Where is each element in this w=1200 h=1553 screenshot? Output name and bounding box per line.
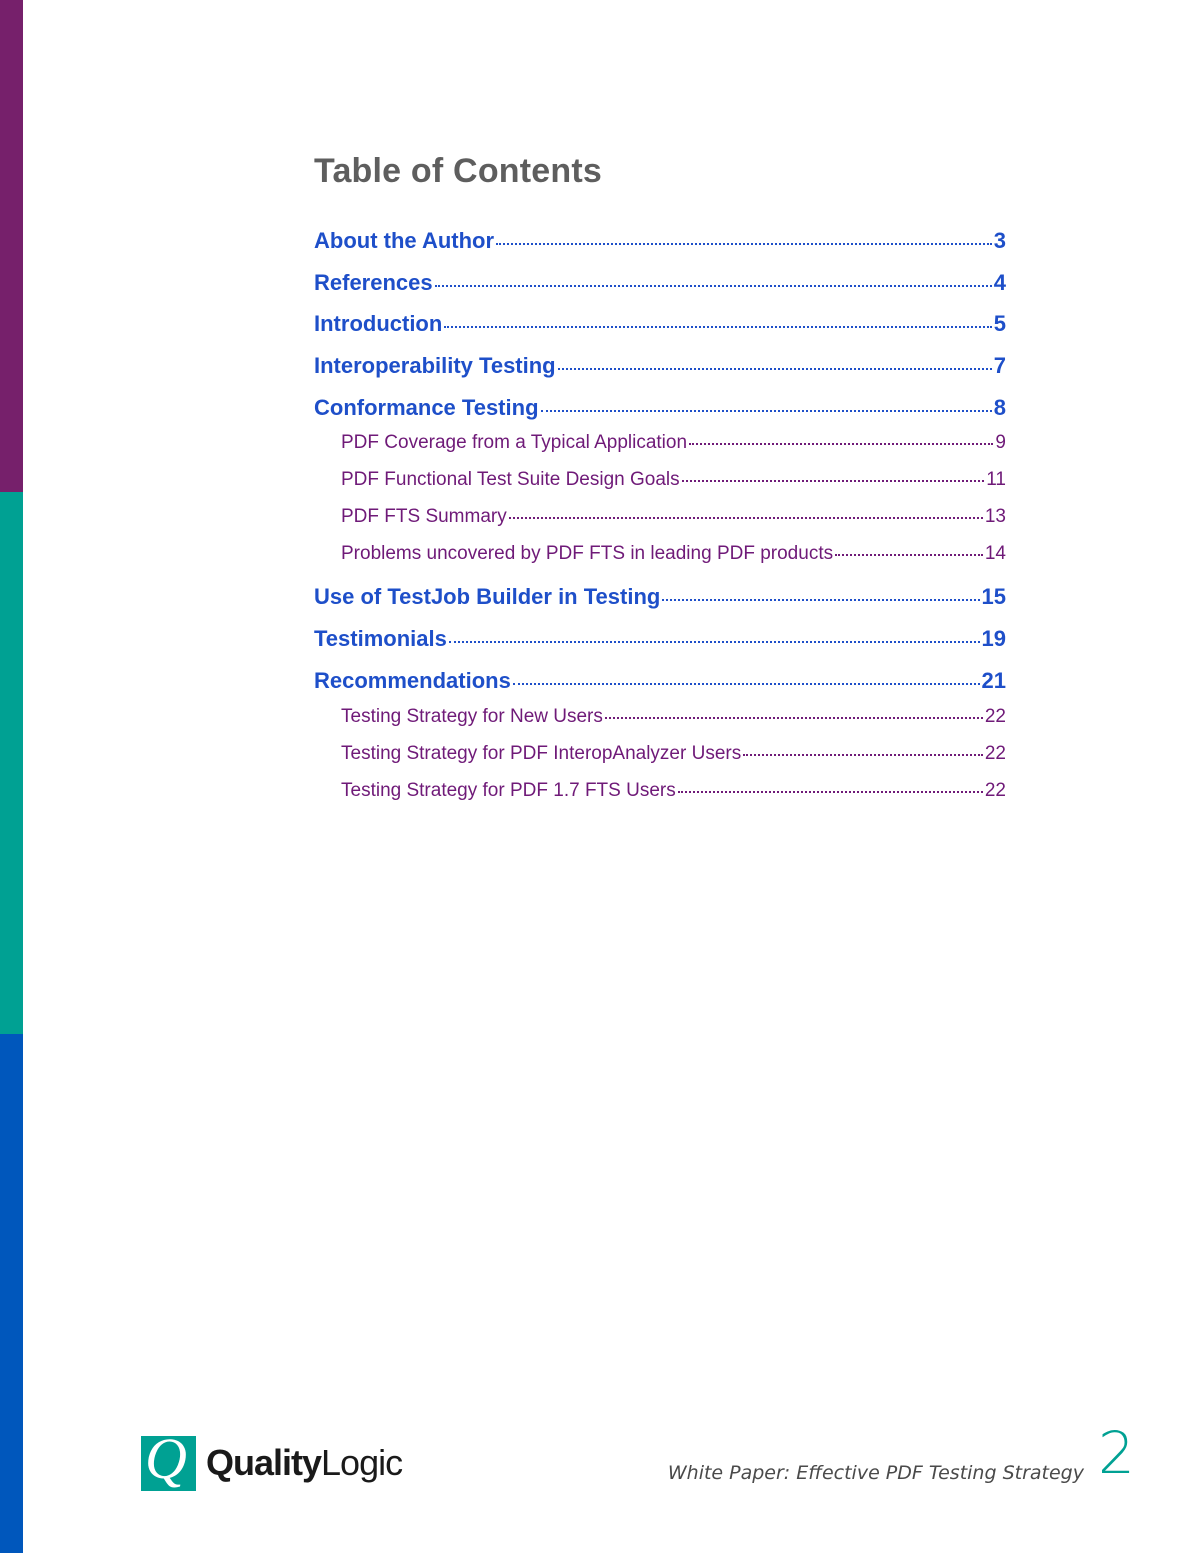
toc-entry-page: 13: [984, 506, 1006, 528]
toc-entry-pdf-fts-design-goals[interactable]: [314, 469, 1006, 506]
toc-entry-conformance-testing[interactable]: [314, 395, 1006, 437]
page-number: 2: [1098, 1419, 1135, 1487]
toc-entry-label: Testimonials: [314, 626, 447, 652]
toc-entry-page: 21: [981, 667, 1006, 693]
toc-entry-label: Interoperability Testing: [314, 353, 556, 379]
toc-entry-label: PDF Functional Test Suite Design Goals: [341, 469, 680, 491]
toc-entry-label: PDF Coverage from a Typical Application: [341, 432, 688, 454]
toc-entry-label: Recommendations: [314, 667, 511, 693]
page-title: Table of Contents: [314, 152, 602, 190]
sidebar-purple-band: [0, 0, 23, 492]
dot-leader: [678, 791, 983, 793]
logo-name-light: Logic: [321, 1442, 403, 1483]
table-of-contents: [314, 228, 1006, 817]
toc-entry-recommendations[interactable]: [314, 668, 1006, 710]
toc-entry-testjob-builder[interactable]: [314, 584, 1006, 626]
toc-entry-label: PDF FTS Summary: [341, 506, 507, 528]
color-sidebar: [0, 0, 23, 1553]
toc-entry-label: Introduction: [314, 311, 443, 337]
dot-leader: [449, 641, 980, 643]
toc-entry-pdf-fts-summary[interactable]: [314, 506, 1006, 543]
toc-entry-testimonials[interactable]: [314, 626, 1006, 668]
toc-entry-label: Testing Strategy for PDF InteropAnalyzer Users: [341, 742, 742, 764]
toc-entry-interoperability-testing[interactable]: [314, 353, 1006, 395]
dot-leader: [509, 517, 983, 519]
toc-entry-page: 22: [984, 705, 1006, 727]
toc-entry-page: 5: [993, 311, 1006, 337]
toc-entry-page: 15: [981, 584, 1006, 610]
toc-entry-page: 11: [986, 469, 1006, 491]
dot-leader: [682, 480, 985, 482]
sidebar-teal-band: [0, 492, 23, 1034]
dot-leader: [541, 410, 992, 412]
toc-entry-about-the-author[interactable]: [314, 228, 1006, 270]
toc-entry-references[interactable]: [314, 270, 1006, 312]
toc-entry-page: 4: [993, 269, 1006, 295]
toc-entry-label: About the Author: [314, 228, 495, 253]
dot-leader: [435, 285, 992, 287]
toc-entry-problems-uncovered[interactable]: [314, 543, 1006, 580]
footer-caption: White Paper: Effective PDF Testing Strategy: [667, 1462, 1084, 1484]
dot-leader: [558, 368, 992, 370]
toc-entry-label: Problems uncovered by PDF FTS in leading PDF products: [341, 543, 834, 565]
toc-entry-label: Testing Strategy for New Users: [341, 705, 603, 727]
toc-entry-label: Conformance Testing: [314, 394, 539, 420]
toc-entry-page: 9: [995, 432, 1006, 454]
logo-name-strong: Quality: [206, 1442, 322, 1483]
quality-logic-logo: [141, 1435, 402, 1491]
quality-logic-q-icon: Q: [141, 1436, 196, 1491]
logo-wordmark: [206, 1442, 403, 1483]
toc-entry-page: 7: [993, 353, 1006, 379]
toc-entry-pdf-coverage[interactable]: [314, 432, 1006, 469]
toc-entry-label: Use of TestJob Builder in Testing: [314, 584, 661, 610]
dot-leader: [605, 717, 983, 719]
toc-entry-page: 8: [993, 394, 1006, 420]
toc-entry-label: Testing Strategy for PDF 1.7 FTS Users: [341, 779, 676, 801]
dot-leader: [662, 599, 979, 601]
toc-entry-page: 19: [981, 626, 1006, 652]
dot-leader: [689, 443, 993, 445]
toc-entry-page: 3: [993, 228, 1006, 253]
toc-entry-strategy-fts-users[interactable]: [314, 780, 1006, 817]
toc-entry-page: 22: [984, 779, 1006, 801]
dot-leader: [743, 754, 983, 756]
toc-entry-introduction[interactable]: [314, 311, 1006, 353]
dot-leader: [513, 683, 980, 685]
toc-entry-page: 14: [984, 543, 1006, 565]
toc-entry-label: References: [314, 269, 433, 295]
toc-entry-page: 22: [984, 742, 1006, 764]
dot-leader: [444, 326, 991, 328]
toc-entry-strategy-interopanalyzer-users[interactable]: [314, 743, 1006, 780]
dot-leader: [835, 554, 983, 556]
toc-entry-strategy-new-users[interactable]: [314, 706, 1006, 743]
sidebar-blue-band: [0, 1034, 23, 1553]
dot-leader: [496, 243, 992, 245]
